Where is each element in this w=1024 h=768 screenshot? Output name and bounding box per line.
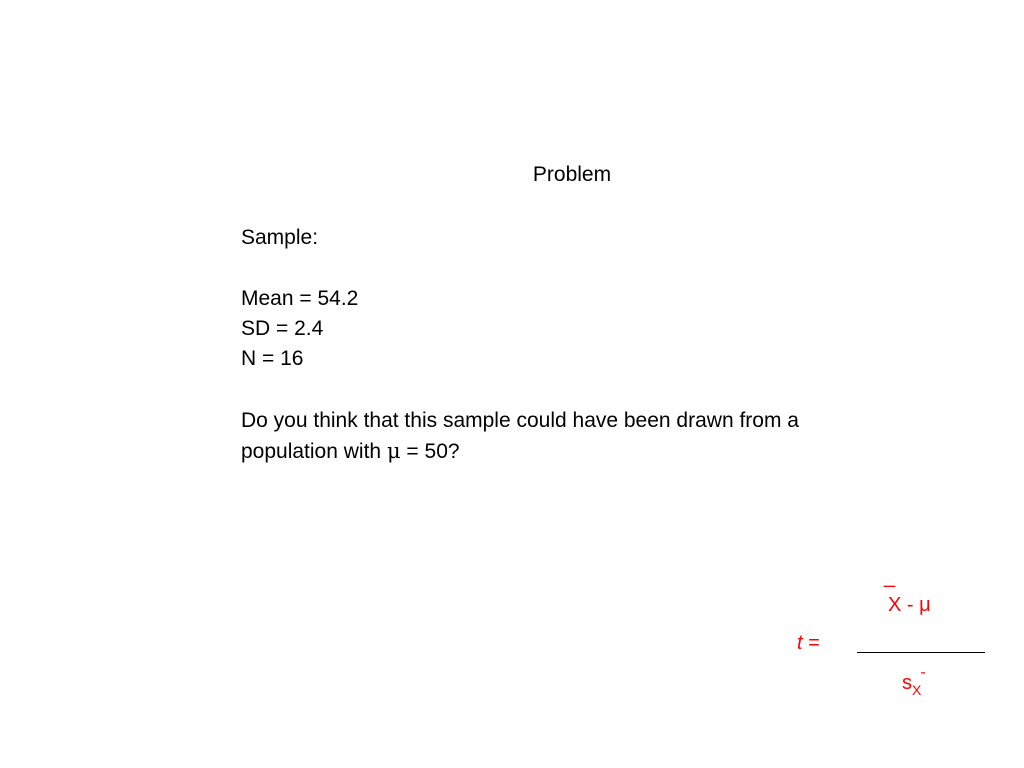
question-part2: = 50?: [400, 440, 460, 463]
question-part1: Do you think that this sample could have been drawn from a population with: [241, 409, 799, 463]
formula-numerator: X - μ: [888, 594, 931, 616]
question-text: [241, 406, 901, 467]
t-variable: t: [797, 632, 803, 654]
question-mu: μ: [386, 439, 401, 463]
stat-n: N = 16: [241, 347, 304, 370]
fraction-line: [857, 652, 985, 653]
t-label: [797, 632, 820, 655]
stat-mean: Mean = 54.2: [241, 287, 359, 310]
denominator-subscript: X: [912, 682, 922, 698]
denominator-subscript-bar: -: [920, 664, 926, 681]
xbar-overline: _: [884, 566, 896, 588]
denominator-s: s: [902, 672, 912, 694]
slide-title: Problem: [532, 163, 612, 186]
formula-denominator: [902, 664, 927, 698]
stat-sd: SD = 2.4: [241, 317, 324, 340]
t-equals: =: [802, 632, 820, 654]
sample-stats: [241, 284, 358, 374]
sample-label: Sample:: [241, 226, 319, 249]
